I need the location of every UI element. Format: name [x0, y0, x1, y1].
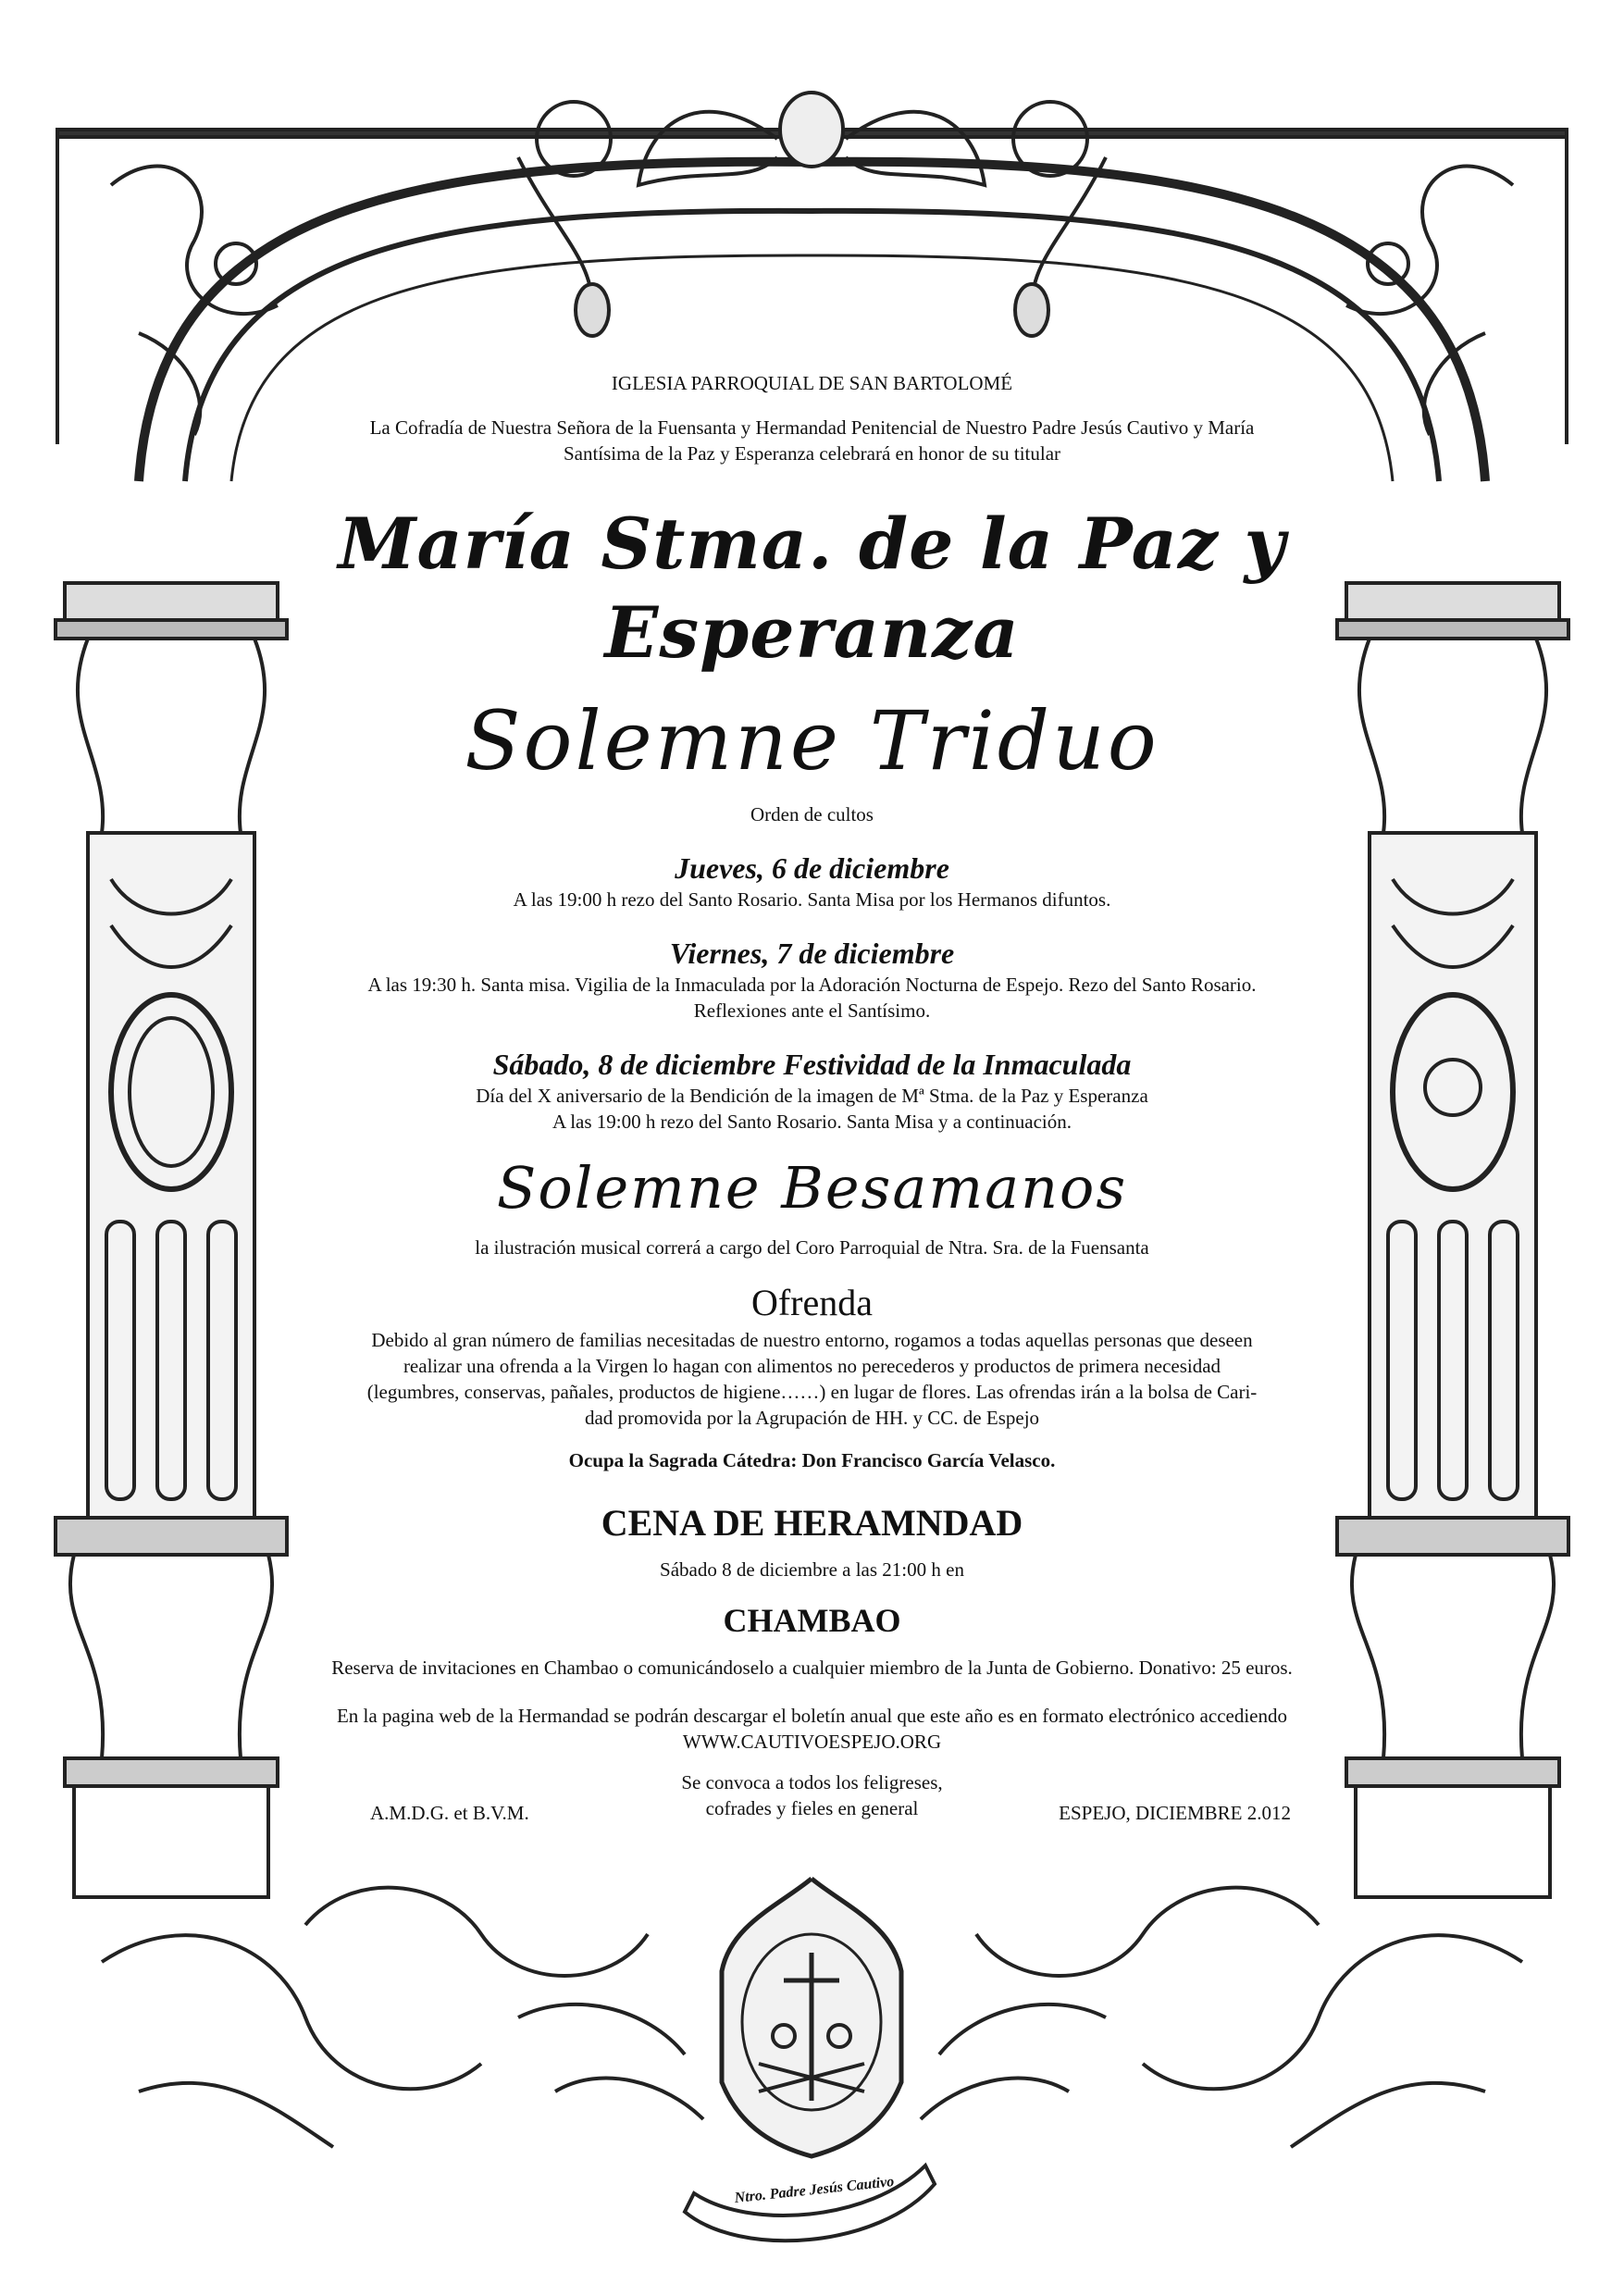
day-3-line-1: Día del X aniversario de la Bendición de la imagen de Mª Stma. de la Paz y Esperanza: [476, 1085, 1148, 1107]
day-2-title: Viernes, 7 de diciembre: [669, 937, 955, 970]
poster-content: [278, 370, 1346, 1825]
cena-title: CENA DE HERAMNDAD: [601, 1502, 1023, 1544]
day-3-title: Sábado, 8 de diciembre Festividad de la Inmaculada: [492, 1048, 1132, 1081]
footer: [278, 1769, 1346, 1825]
catedra-note: Ocupa la Sagrada Cátedra: Don Francisco García Velasco.: [568, 1449, 1056, 1471]
besamanos-title: Solemne Besamanos: [496, 1154, 1128, 1222]
footer-left: A.M.D.G. et B.V.M.: [370, 1802, 529, 1824]
triduo-title: Solemne Triduo: [465, 693, 1159, 788]
web-url: WWW.CAUTIVOESPEJO.ORG: [682, 1731, 942, 1753]
ofrenda-line-1: Debido al gran número de familias necesitadas de nuestro entorno, rogamos a todas aquellas personas que deseen: [371, 1329, 1253, 1351]
crest-banner-text: Ntro. Padre Jesús Cautivo: [733, 2173, 896, 2207]
footer-right: ESPEJO, DICIEMBRE 2.012: [1059, 1802, 1291, 1824]
day-2-line-2: Reflexiones ante el Santísimo.: [693, 999, 931, 1022]
intro-line-2: Santísima de la Paz y Esperanza celebrará en honor de su titular: [563, 442, 1061, 465]
ofrenda-line-4: dad promovida por la Agrupación de HH. y CC. de Espejo: [584, 1407, 1040, 1429]
church-header: IGLESIA PARROQUIAL DE SAN BARTOLOMÉ: [611, 372, 1013, 394]
day-1-title: Jueves, 6 de diciembre: [675, 851, 949, 885]
ofrenda-line-2: realizar una ofrenda a la Virgen lo hagan con alimentos no perecederos y productos de primera necesidad: [403, 1355, 1221, 1377]
ofrenda-title: Ofrenda: [750, 1282, 874, 1323]
orden-de-cultos: Orden de cultos: [750, 803, 874, 825]
day-1-line-1: A las 19:00 h rezo del Santo Rosario. Santa Misa por los Hermanos difuntos.: [513, 888, 1111, 911]
ofrenda-line-3: (legumbres, conservas, pañales, productos de higiene……) en lugar de flores. Las ofrendas irán a la bolsa de Cari-: [366, 1381, 1258, 1403]
intro-text: [278, 415, 1346, 466]
day-3-line-2: A las 19:00 h rezo del Santo Rosario. Santa Misa y a continuación.: [552, 1111, 1072, 1133]
footer-center-line-1: Se convoca a todos los feligreses,: [681, 1771, 943, 1793]
intro-line-1: La Cofradía de Nuestra Señora de la Fuensanta y Hermandad Penitencial de Nuestro Padre Jesús Cautivo y María: [369, 416, 1255, 439]
reserva-note: Reserva de invitaciones en Chambao o comunicándoselo a cualquier miembro de la Junta de Gobierno. Donativo: 25 euros.: [331, 1657, 1293, 1679]
cena-when: Sábado 8 de diciembre a las 21:00 h en: [660, 1558, 964, 1581]
musical-note: la ilustración musical correrá a cargo del Coro Parroquial de Ntra. Sra. de la Fuensanta: [475, 1236, 1149, 1259]
day-2-line-1: A las 19:30 h. Santa misa. Vigilia de la Inmaculada por la Adoración Nocturna de Espejo. Rezo del Santo Rosario.: [367, 974, 1257, 996]
cena-place: CHAMBAO: [723, 1602, 901, 1639]
footer-center-line-2: cofrades y fieles en general: [705, 1797, 919, 1819]
web-note: [278, 1703, 1346, 1755]
web-line-1: En la pagina web de la Hermandad se podrán descargar el boletín anual que este año es en formato electrónico accediendo: [336, 1705, 1287, 1727]
main-title: María Stma. de la Paz y Esperanza: [338, 503, 1286, 674]
